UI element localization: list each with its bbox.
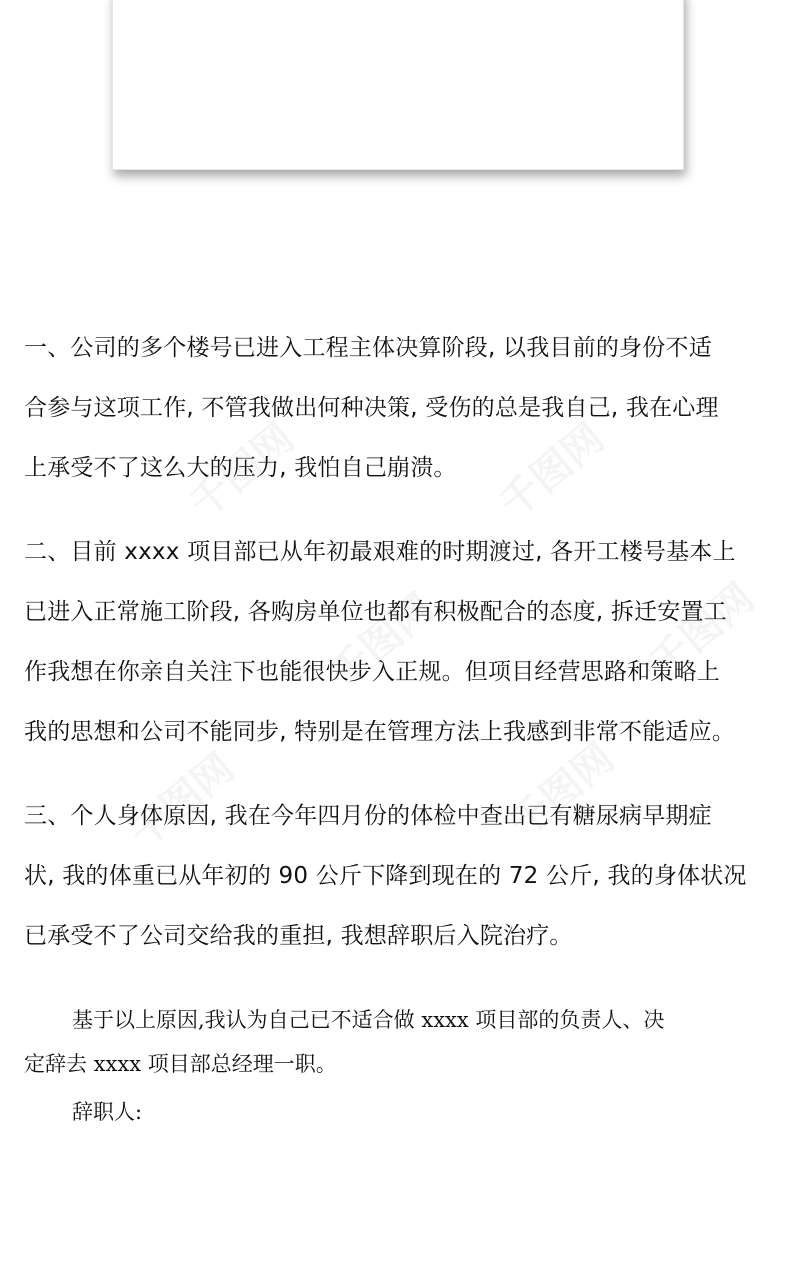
reason-three-line: 三、个人身体原因, 我在今年四月份的体检中查出已有糖尿病早期症 xyxy=(24,803,712,829)
conclusion-paragraph xyxy=(24,998,784,1086)
reason-one-line: 合参与这项工作, 不管我做出何种决策, 受伤的总是我自己, 我在心理 xyxy=(24,395,719,421)
watermark: 千图网 xyxy=(641,574,763,688)
watermark: 千图网 xyxy=(491,414,613,528)
reason-three-line: 已承受不了公司交给我的重担, 我想辞职后入院治疗。 xyxy=(24,923,573,949)
reason-three-paragraph xyxy=(24,786,794,966)
watermark: 千图网 xyxy=(321,584,443,698)
watermark: 千图网 xyxy=(181,414,303,528)
signature-label xyxy=(24,1090,784,1134)
signature-label-text: 辞职人: xyxy=(72,1100,143,1124)
reason-two-line: 我的思想和公司不能同步, 特别是在管理方法上我感到非常不能适应。 xyxy=(24,719,736,745)
reason-one-line: 一、公司的多个楼号已进入工程主体决算阶段, 以我目前的身份不适 xyxy=(24,335,712,361)
reason-two-paragraph xyxy=(24,522,794,762)
reason-two-line: 二、目前 xxxx 项目部已从年初最艰难的时期渡过, 各开工楼号基本上 xyxy=(24,539,736,565)
watermark: 千图网 xyxy=(501,734,623,848)
reason-two-line: 已进入正常施工阶段, 各购房单位也都有积极配合的态度, 拆迁安置工 xyxy=(24,599,727,625)
reason-one-paragraph xyxy=(24,318,794,498)
reason-two-line: 作我想在你亲自关注下也能很快步入正规。但项目经营思路和策略上 xyxy=(24,659,720,685)
conclusion-line: 基于以上原因,我认为自己已不适合做 xxxx 项目部的负责人、决 xyxy=(72,1008,665,1032)
watermark: 千图网 xyxy=(121,744,243,858)
reason-three-line: 状, 我的体重已从年初的 90 公斤下降到现在的 72 公斤, 我的身体状况 xyxy=(24,863,747,889)
reason-one-line: 上承受不了这么大的压力, 我怕自己崩溃。 xyxy=(24,455,457,481)
document-preview-card xyxy=(112,0,684,170)
conclusion-line: 定辞去 xxxx 项目部总经理一职。 xyxy=(24,1052,337,1076)
